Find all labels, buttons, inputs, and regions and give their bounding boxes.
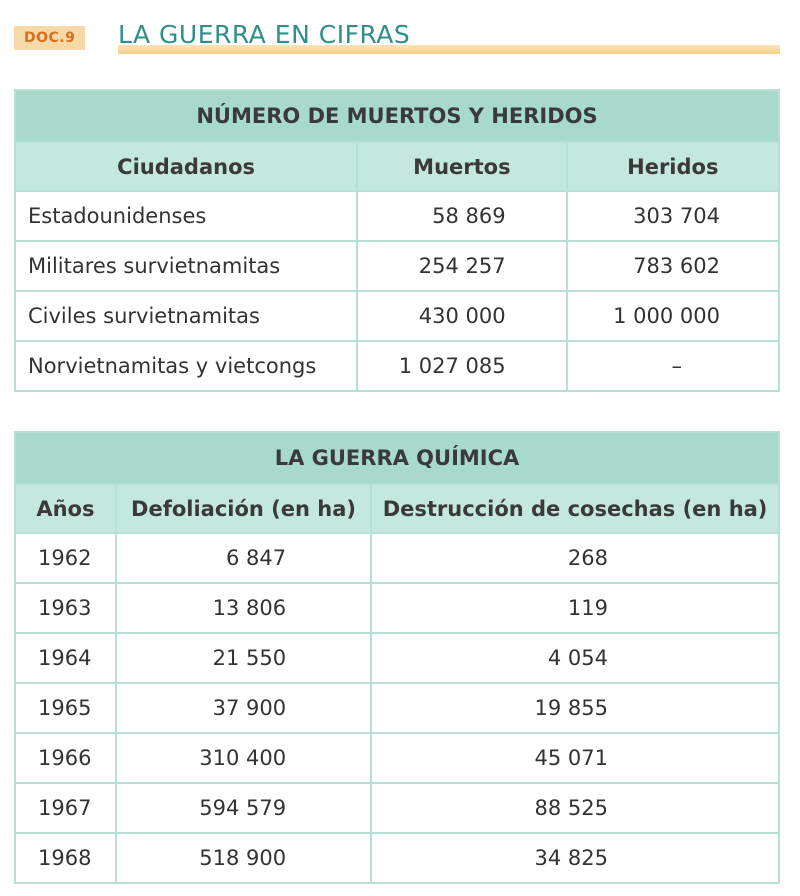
doc-label: DOC.9 xyxy=(14,26,85,50)
defoliation-value: 21 550 xyxy=(116,633,371,683)
wounded-value: 1 000 000 xyxy=(567,291,779,341)
casualties-table-title: NÚMERO DE MUERTOS Y HERIDOS xyxy=(15,90,779,142)
wounded-value: 783 602 xyxy=(567,241,779,291)
casualties-table xyxy=(14,89,780,392)
wounded-value: – xyxy=(567,341,779,391)
defoliation-value: 13 806 xyxy=(116,583,371,633)
year-cell: 1965 xyxy=(15,683,116,733)
column-header-heridos: Heridos xyxy=(567,142,779,191)
column-header-destruccion: Destrucción de cosechas (en ha) xyxy=(371,484,779,533)
defoliation-value: 37 900 xyxy=(116,683,371,733)
year-cell: 1962 xyxy=(15,533,116,583)
citizen-group: Norvietnamitas y vietcongs xyxy=(15,341,357,391)
table-row xyxy=(15,533,779,583)
crop-destruction-value: 19 855 xyxy=(371,683,779,733)
year-cell: 1963 xyxy=(15,583,116,633)
year-cell: 1968 xyxy=(15,833,116,883)
deaths-value: 430 000 xyxy=(357,291,566,341)
column-header-anos: Años xyxy=(15,484,116,533)
crop-destruction-value: 268 xyxy=(371,533,779,583)
crop-destruction-value: 34 825 xyxy=(371,833,779,883)
defoliation-value: 594 579 xyxy=(116,783,371,833)
table-row xyxy=(15,783,779,833)
crop-destruction-value: 45 071 xyxy=(371,733,779,783)
deaths-value: 58 869 xyxy=(357,191,566,241)
column-header-muertos: Muertos xyxy=(357,142,566,191)
column-header-ciudadanos: Ciudadanos xyxy=(15,142,357,191)
table-row xyxy=(15,733,779,783)
table-row xyxy=(15,833,779,883)
chemical-table-title: LA GUERRA QUÍMICA xyxy=(15,432,779,484)
table-row xyxy=(15,341,779,391)
document-header xyxy=(14,18,780,58)
citizen-group: Militares survietnamitas xyxy=(15,241,357,291)
table-row xyxy=(15,191,779,241)
year-cell: 1966 xyxy=(15,733,116,783)
chemical-war-table xyxy=(14,431,780,884)
crop-destruction-value: 119 xyxy=(371,583,779,633)
year-cell: 1967 xyxy=(15,783,116,833)
table-row xyxy=(15,683,779,733)
table-row xyxy=(15,583,779,633)
table-row xyxy=(15,291,779,341)
wounded-value: 303 704 xyxy=(567,191,779,241)
crop-destruction-value: 88 525 xyxy=(371,783,779,833)
defoliation-value: 518 900 xyxy=(116,833,371,883)
deaths-value: 254 257 xyxy=(357,241,566,291)
column-header-defoliacion: Defoliación (en ha) xyxy=(116,484,371,533)
document-title: LA GUERRA EN CIFRAS xyxy=(118,20,411,49)
crop-destruction-value: 4 054 xyxy=(371,633,779,683)
citizen-group: Civiles survietnamitas xyxy=(15,291,357,341)
defoliation-value: 310 400 xyxy=(116,733,371,783)
table-row xyxy=(15,241,779,291)
defoliation-value: 6 847 xyxy=(116,533,371,583)
table-row xyxy=(15,633,779,683)
year-cell: 1964 xyxy=(15,633,116,683)
deaths-value: 1 027 085 xyxy=(357,341,566,391)
citizen-group: Estadounidenses xyxy=(15,191,357,241)
